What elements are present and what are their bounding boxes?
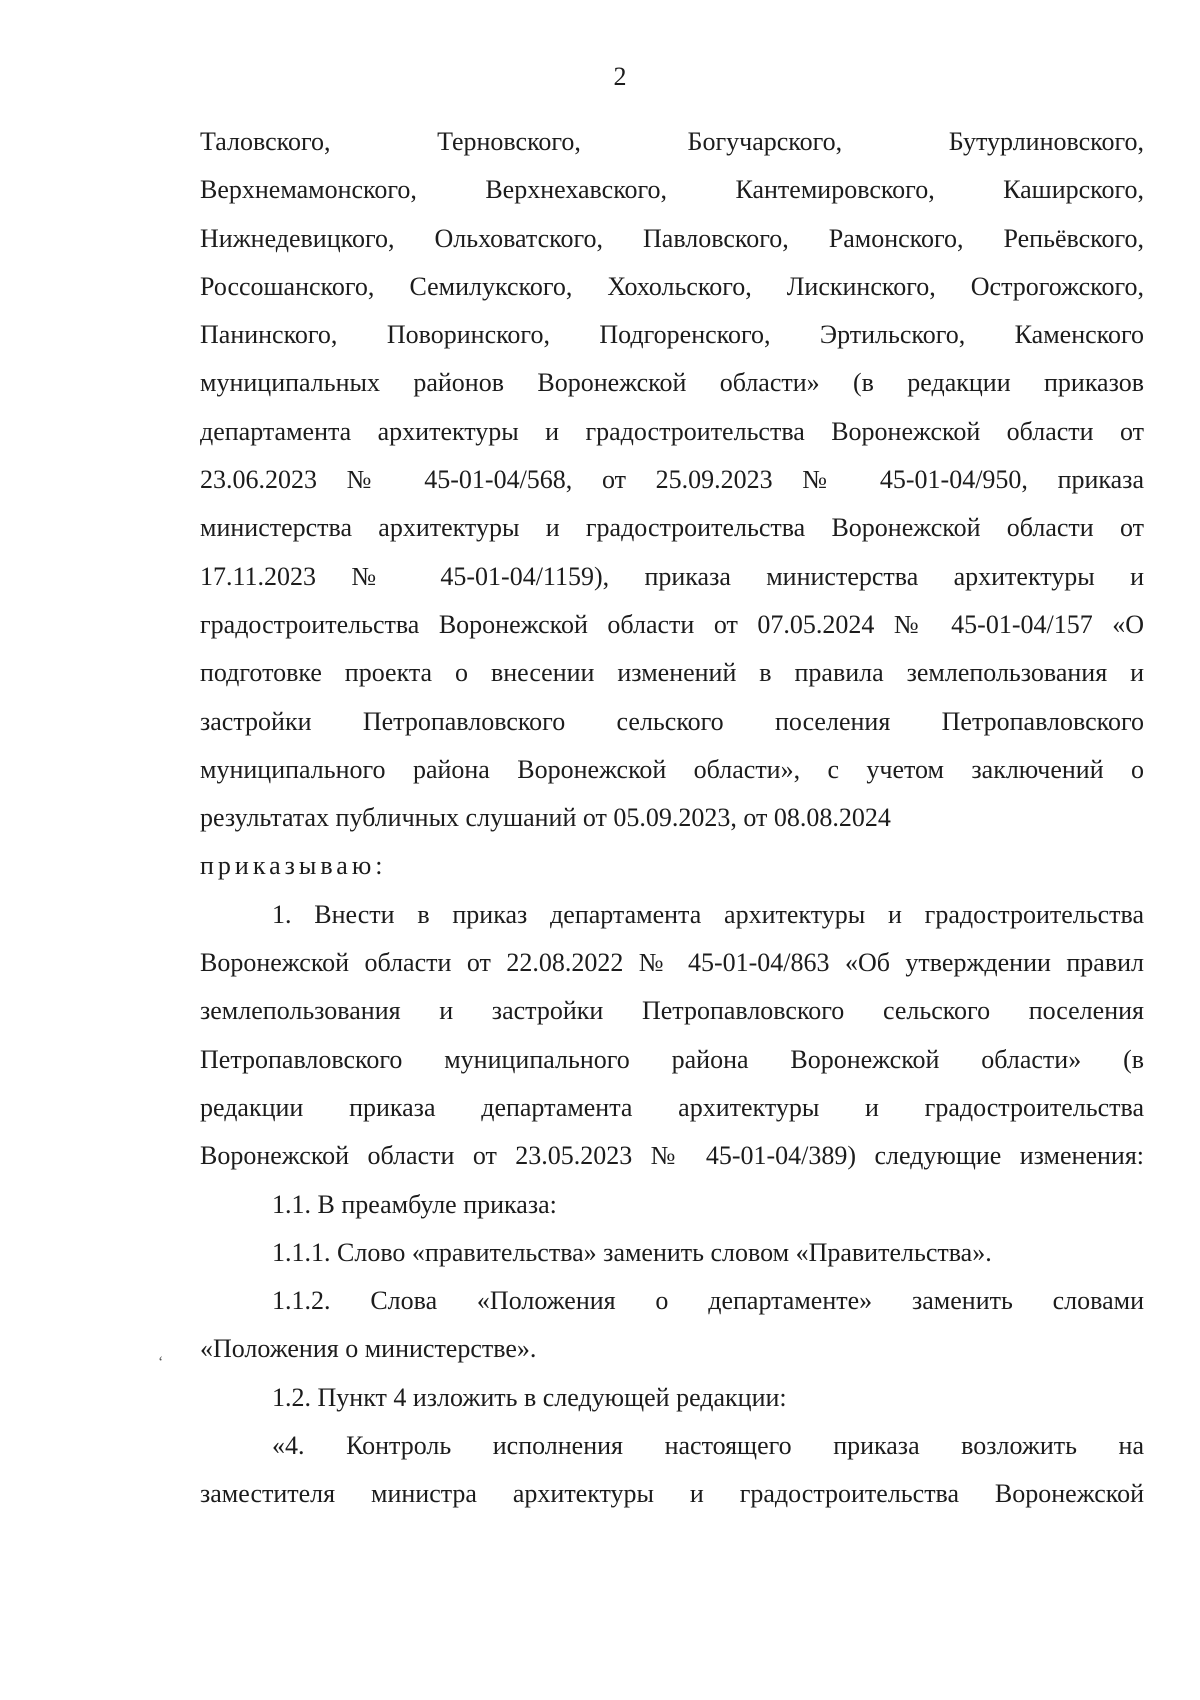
text-line: министерства архитектуры и градостроительства Воронежской области от — [200, 513, 1144, 543]
text-line: градостроительства Воронежской области от 07.05.2024 № 45-01-04/157 «О — [200, 609, 1144, 639]
order-keyword: приказываю: — [200, 851, 387, 881]
clause-1-1-1: 1.1.1. Слово «правительства» заменить словом «Правительства». — [272, 1237, 992, 1267]
text-line: результатах публичных слушаний от 05.09.2023, от 08.08.2024 — [200, 803, 891, 833]
text-line: Верхнемамонского, Верхнехавского, Кантемировского, Каширского, — [200, 175, 1144, 205]
text-line: заместителя министра архитектуры и градостроительства Воронежской — [200, 1479, 1144, 1509]
text-line: Воронежской области от 23.05.2023 № 45-01-04/389) следующие изменения: — [200, 1141, 1144, 1171]
clause-1-2: 1.2. Пункт 4 изложить в следующей редакции: — [272, 1382, 787, 1412]
clause-1-1: 1.1. В преамбуле приказа: — [272, 1189, 557, 1219]
text-line: Петропавловского муниципального района Воронежской области» (в — [200, 1044, 1144, 1074]
text-line: департамента архитектуры и градостроительства Воронежской области от — [200, 416, 1144, 446]
page-number: 2 — [613, 62, 627, 91]
text-line: муниципальных районов Воронежской области» (в редакции приказов — [200, 368, 1144, 398]
text-line: «Положения о министерстве». — [200, 1334, 537, 1364]
text-line: редакции приказа департамента архитектуры и градостроительства — [200, 1092, 1144, 1122]
text-line: подготовке проекта о внесении изменений в правила землепользования и — [200, 658, 1144, 688]
document-body — [200, 118, 1144, 1519]
text-line: муниципального района Воронежской области», с учетом заключений о — [200, 754, 1144, 784]
clause-1: 1. Внести в приказ департамента архитектуры и градостроительства — [272, 899, 1144, 929]
clause-4-quote: «4. Контроль исполнения настоящего приказа возложить на — [272, 1431, 1144, 1461]
text-line: Панинского, Поворинского, Подгоренского, Эртильского, Каменского — [200, 320, 1144, 350]
clause-1-1-2: 1.1.2. Слова «Положения о департаменте» заменить словами — [272, 1286, 1144, 1316]
text-line: Нижнедевицкого, Ольховатского, Павловского, Рамонского, Репьёвского, — [200, 223, 1144, 253]
text-line: Таловского, Терновского, Богучарского, Бутурлиновского, — [200, 127, 1144, 156]
text-line: Воронежской области от 22.08.2022 № 45-01-04/863 «Об утверждении правил — [200, 948, 1144, 978]
text-line: застройки Петропавловского сельского поселения Петропавловского — [200, 706, 1144, 736]
text-line: 23.06.2023 № 45-01-04/568, от 25.09.2023 № 45-01-04/950, приказа — [200, 465, 1144, 495]
margin-tick-mark: ʻ — [158, 1354, 164, 1371]
text-line: 17.11.2023 № 45-01-04/1159), приказа министерства архитектуры и — [200, 561, 1144, 591]
text-line: землепользования и застройки Петропавловского сельского поселения — [200, 996, 1144, 1026]
text-line: Россошанского, Семилукского, Хохольского, Лискинского, Острогожского, — [200, 271, 1144, 301]
